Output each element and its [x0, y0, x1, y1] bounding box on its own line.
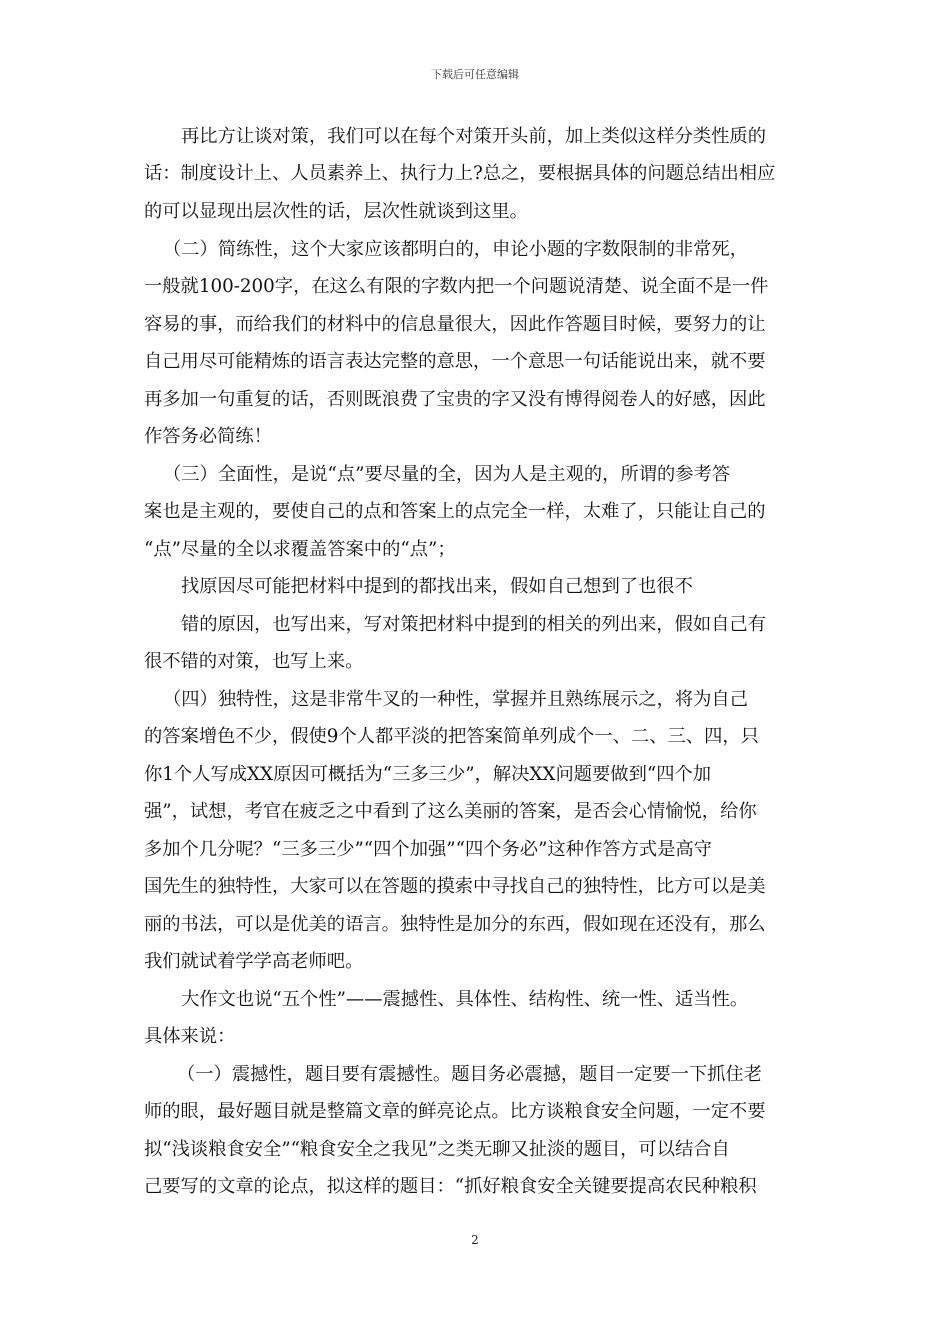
text-line: 的答案增色不少，假使9个人都平淡的把答案简单列成个一、二、三、四，只: [144, 726, 759, 747]
page-header: 下载后可任意编辑: [431, 68, 519, 81]
text-line: 话：制度设计上、人员素养上、执行力上?总之，要根据具体的问题总结出相应: [144, 163, 776, 184]
text-line: 自己用尽可能精炼的语言表达完整的意思，一个意思一句话能说出来，就不要: [144, 351, 766, 372]
text-line: 拟“浅谈粮食安全”“粮食安全之我见”之类无聊又扯淡的题目，可以结合自: [144, 1139, 730, 1160]
text-line: 强”，试想，考官在疲乏之中看到了这么美丽的答案，是否会心情愉悦，给你: [144, 801, 757, 822]
page-number: 2: [471, 1233, 479, 1247]
text-line: 国先生的独特性，大家可以在答题的摸索中寻找自己的独特性，比方可以是美: [144, 876, 766, 897]
text-line: 的可以显现出层次性的话，层次性就谈到这里。: [144, 201, 528, 222]
text-line: （三）全面性，是说“点”要尽量的全，因为人是主观的，所谓的参考答: [163, 464, 731, 485]
text-line: 案也是主观的，要使自己的点和答案上的点完全一样，太难了，只能让自己的: [144, 501, 766, 522]
text-line: （一）震撼性，题目要有震撼性。题目务必震撼，题目一定要一下抓住老: [177, 1064, 762, 1085]
text-line: （二）简练性，这个大家应该都明白的，申论小题的字数限制的非常死，: [163, 239, 748, 260]
text-line: 你1个人写成XX原因可概括为“三多三少”，解决XX问题要做到“四个加: [144, 764, 712, 785]
text-line: “点”尽量的全以求覆盖答案中的“点”；: [144, 539, 456, 560]
text-line: 作答务必简练！: [144, 426, 272, 447]
text-line: 再比方让谈对策，我们可以在每个对策开头前，加上类似这样分类性质的: [181, 126, 766, 147]
text-line: 很不错的对策，也写上来。: [144, 651, 364, 672]
text-line: 己要写的文章的论点，拟这样的题目：“抓好粮食安全关键要提高农民种粮积: [144, 1176, 757, 1197]
text-line: （四）独特性，这是非常牛叉的一种性，掌握并且熟练展示之，将为自己: [163, 689, 748, 710]
text-line: 多加个几分呢？“三多三少”“四个加强”“四个务必”这种作答方式是高守: [144, 839, 712, 860]
text-line: 师的眼，最好题目就是整篇文章的鲜亮论点。比方谈粮食安全问题，一定不要: [144, 1101, 766, 1122]
text-line: 大作文也说“五个性”——震撼性、具体性、结构性、统一性、适当性。: [181, 989, 749, 1010]
text-line: 具体来说：: [144, 1026, 236, 1047]
text-line: 错的原因，也写出来，写对策把材料中提到的相关的列出来，假如自己有: [181, 614, 766, 635]
text-line: 丽的书法，可以是优美的语言。独特性是加分的东西，假如现在还没有，那么: [144, 914, 766, 935]
text-line: 容易的事，而给我们的材料中的信息量很大，因此作答题目时候，要努力的让: [144, 314, 766, 335]
text-line: 找原因尽可能把材料中提到的都找出来，假如自己想到了也很不: [181, 576, 693, 597]
text-line: 我们就试着学学高老师吧。: [144, 951, 364, 972]
text-line: 再多加一句重复的话，否则既浪费了宝贵的字又没有博得阅卷人的好感，因此: [144, 389, 766, 410]
text-line: 一般就100-200字，在这么有限的字数内把一个问题说清楚、说全面不是一件: [144, 276, 769, 297]
